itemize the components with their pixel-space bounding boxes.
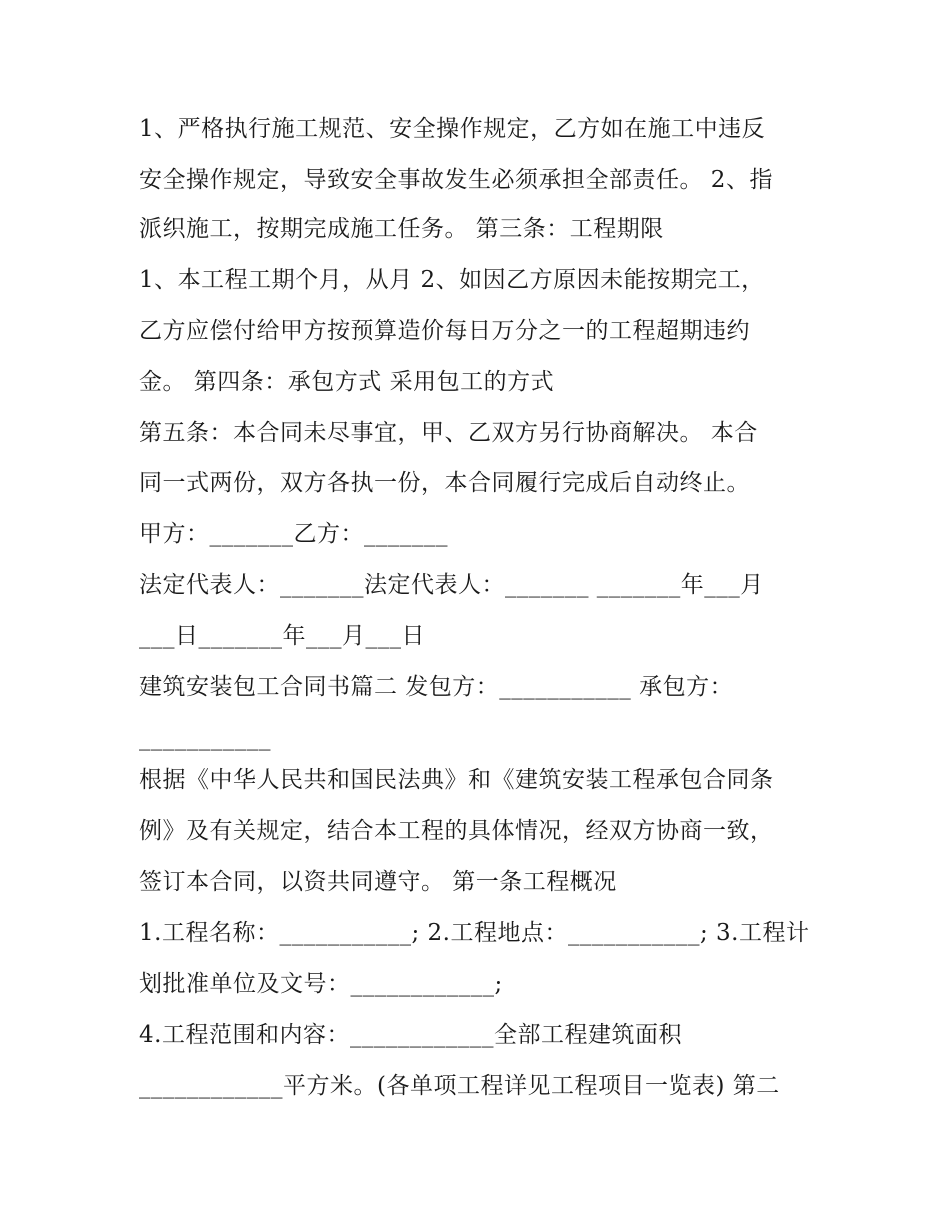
text-line: 1.工程名称：___________; 2.工程地点：___________; 3.工程计	[139, 920, 810, 946]
text-line: 4.工程范围和内容：____________全部工程建筑面积	[139, 1022, 682, 1048]
date-line: ___日_______年___月___日	[139, 623, 425, 649]
representative-line: 法定代表人：_______法定代表人：_______ _______年___月	[139, 572, 764, 598]
text-line: 金。 第四条：承包方式 采用包工的方式	[139, 369, 555, 395]
text-line: 第五条：本合同未尽事宜，甲、乙双方另行协商解决。 本合	[139, 420, 758, 446]
text-line: 签订本合同，以资共同遵守。 第一条工程概况	[139, 869, 617, 895]
signature-line: 甲方：_______乙方：_______	[139, 521, 448, 547]
text-line: 同一式两份，双方各执一份，本合同履行完成后自动终止。	[139, 470, 750, 496]
text-line: 乙方应偿付给甲方按预算造价每日万分之一的工程超期违约	[139, 318, 750, 344]
text-line: 根据《中华人民共和国民法典》和《建筑安装工程承包合同条	[139, 767, 774, 793]
text-line: 1、本工程工期个月，从月 2、如因乙方原因未能按期完工，	[139, 267, 765, 293]
blank-line: ___________	[139, 725, 271, 751]
text-line: 派织施工，按期完成施工任务。 第三条：工程期限	[139, 216, 664, 242]
contract-title-line: 建筑安装包工合同书篇二 发包方：___________ 承包方：	[139, 674, 734, 700]
text-line: 例》及有关规定，结合本工程的具体情况，经双方协商一致，	[139, 818, 774, 844]
text-line: 划批准单位及文号：____________;	[139, 971, 503, 997]
text-line: ____________平方米。(各单项工程详见工程项目一览表) 第二	[139, 1073, 780, 1099]
text-line: 安全操作规定，导致安全事故发生必须承担全部责任。 2、指	[139, 167, 773, 193]
text-line: 1、严格执行施工规范、安全操作规定，乙方如在施工中违反	[139, 116, 766, 142]
